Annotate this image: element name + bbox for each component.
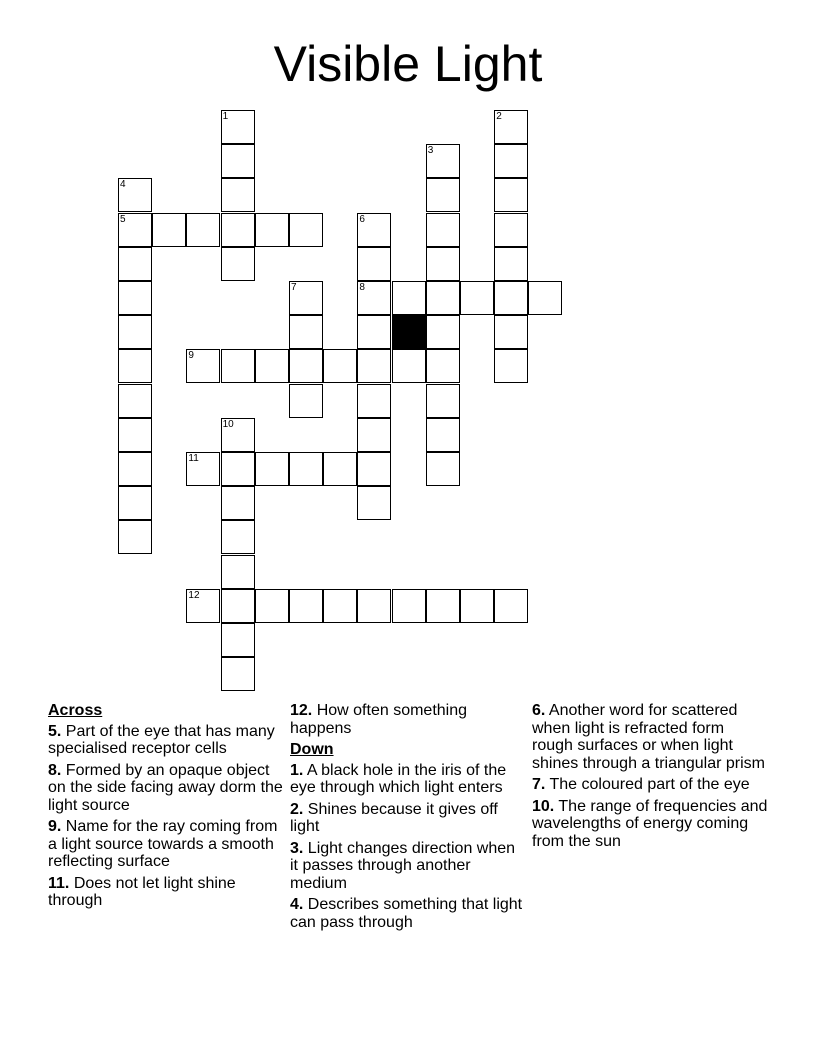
grid-cell[interactable]: [426, 315, 460, 349]
clue-number: 6: [359, 213, 365, 225]
grid-cell[interactable]: [494, 178, 528, 212]
grid-cell[interactable]: [221, 486, 255, 520]
grid-cell[interactable]: [392, 281, 426, 315]
grid-cell[interactable]: [289, 452, 323, 486]
grid-cell[interactable]: [221, 589, 255, 623]
grid-cell[interactable]: [221, 110, 255, 144]
clue-across-9: 9. Name for the ray coming from a light source towards a smooth reflecting surface: [48, 818, 278, 870]
grid-cell[interactable]: [255, 213, 289, 247]
grid-cell[interactable]: [289, 384, 323, 418]
clue-down-3: 3. Light changes direction when it passes through another medium: [290, 839, 516, 892]
grid-cell[interactable]: [221, 247, 255, 281]
clue-down-6: 6. Another word for scattered when light is refracted form rough surfaces or when light shines through a triangular prism: [532, 702, 766, 772]
clue-number: 9: [188, 350, 194, 362]
grid-cell[interactable]: [221, 452, 255, 486]
grid-cell[interactable]: [460, 281, 494, 315]
grid-cell[interactable]: [323, 349, 357, 383]
clue-across-5: 5. Part of the eye that has many specialised receptor cells: [48, 722, 275, 757]
grid-cell[interactable]: [255, 589, 289, 623]
grid-cell[interactable]: [357, 213, 391, 247]
grid-cell[interactable]: [323, 589, 357, 623]
clue-across-8: 8. Formed by an opaque object on the side facing away dorm the light source: [48, 761, 283, 814]
grid-cell[interactable]: [357, 486, 391, 520]
grid-cell[interactable]: [221, 657, 255, 691]
grid-cell[interactable]: [289, 281, 323, 315]
grid-cell[interactable]: [289, 349, 323, 383]
clues-column-1: [48, 702, 284, 914]
grid-cell[interactable]: [221, 555, 255, 589]
clue-number: 7: [291, 282, 297, 293]
grid-cell[interactable]: [186, 589, 220, 623]
grid-cell[interactable]: [392, 349, 426, 383]
grid-cell[interactable]: [357, 349, 391, 383]
grid-cell[interactable]: [494, 281, 528, 315]
grid-cell[interactable]: [426, 213, 460, 247]
clue-number: 2: [496, 111, 502, 122]
grid-cell[interactable]: [186, 349, 220, 383]
clue-number: 12: [188, 589, 200, 601]
clue-across-11: 11. Does not let light shine through: [48, 874, 236, 909]
grid-cell[interactable]: [118, 315, 152, 349]
grid-cell[interactable]: [118, 349, 152, 383]
grid-cell[interactable]: [357, 452, 391, 486]
grid-cell[interactable]: [289, 315, 323, 349]
clues-column-2: [290, 702, 526, 935]
grid-cell[interactable]: [494, 144, 528, 178]
grid-cell[interactable]: [221, 213, 255, 247]
clue-number: 10: [222, 418, 234, 430]
grid-cell[interactable]: [357, 247, 391, 281]
grid-cell[interactable]: [186, 452, 220, 486]
grid-cell[interactable]: [426, 349, 460, 383]
clue-down-7: 7. The coloured part of the eye: [532, 776, 750, 793]
grid-cell[interactable]: [494, 315, 528, 349]
grid-cell[interactable]: [426, 452, 460, 486]
grid-cell[interactable]: [221, 144, 255, 178]
puzzle-title: Visible Light: [273, 36, 543, 92]
clue-number: 8: [359, 282, 365, 293]
grid-cell[interactable]: [494, 247, 528, 281]
down-heading: Down: [290, 741, 334, 758]
across-heading: Across: [48, 702, 103, 719]
grid-cell[interactable]: [221, 178, 255, 212]
grid-cell[interactable]: [118, 452, 152, 486]
clue-down-1: 1. A black hole in the iris of the eye through which light enters: [290, 761, 507, 796]
clue-number: 1: [222, 111, 229, 122]
grid-cell[interactable]: [426, 178, 460, 212]
grid-cell[interactable]: [357, 384, 391, 418]
grid-cell[interactable]: [118, 418, 152, 452]
grid-cell[interactable]: [118, 384, 152, 418]
grid-cell[interactable]: [426, 281, 460, 315]
grid-cell[interactable]: [392, 589, 426, 623]
clue-number: 4: [120, 179, 126, 191]
grid-cell[interactable]: [494, 349, 528, 383]
grid-cell[interactable]: [186, 213, 220, 247]
grid-cell[interactable]: [357, 589, 391, 623]
clue-number: 3: [427, 145, 434, 157]
clue-down-10: 10. The range of frequencies and wavelengths of energy coming from the sun: [532, 797, 768, 850]
grid-cell[interactable]: [221, 623, 255, 657]
grid-cell[interactable]: [289, 589, 323, 623]
grid-cell[interactable]: [118, 281, 152, 315]
grid-cell[interactable]: [494, 589, 528, 623]
clue-down-4: 4. Describes something that light can pass through: [290, 896, 523, 931]
grid-cell[interactable]: [289, 213, 323, 247]
grid-cell[interactable]: [426, 144, 460, 178]
grid-cell[interactable]: [426, 589, 460, 623]
grid-cell[interactable]: [357, 418, 391, 452]
clue-number: 11: [188, 453, 199, 464]
grid-cell[interactable]: [118, 178, 152, 212]
grid-cell[interactable]: [426, 418, 460, 452]
grid-cell[interactable]: [357, 281, 391, 315]
grid-cell[interactable]: [118, 520, 152, 554]
grid-cell[interactable]: [426, 247, 460, 281]
clue-down-2: 2. Shines because it gives off light: [290, 800, 498, 835]
grid-cell[interactable]: [357, 315, 391, 349]
grid-cell[interactable]: [460, 589, 494, 623]
clue-across-12: 12. How often something happens: [290, 702, 468, 737]
grid-cell[interactable]: [118, 247, 152, 281]
grid-cell[interactable]: [255, 349, 289, 383]
grid-cell[interactable]: [118, 213, 152, 247]
grid-cell[interactable]: [494, 110, 528, 144]
grid-cell[interactable]: [255, 452, 289, 486]
clues-column-3: [532, 702, 768, 854]
grid-cell[interactable]: [528, 281, 562, 315]
grid-cell[interactable]: [494, 213, 528, 247]
grid-cell[interactable]: [323, 452, 357, 486]
grid-cell[interactable]: [221, 418, 255, 452]
grid-cell[interactable]: [221, 349, 255, 383]
grid-cell[interactable]: [426, 384, 460, 418]
grid-cell[interactable]: [118, 486, 152, 520]
clue-number: 5: [120, 213, 126, 225]
grid-block-cell: [392, 315, 426, 349]
grid-cell[interactable]: [152, 213, 186, 247]
grid-cell[interactable]: [221, 520, 255, 554]
